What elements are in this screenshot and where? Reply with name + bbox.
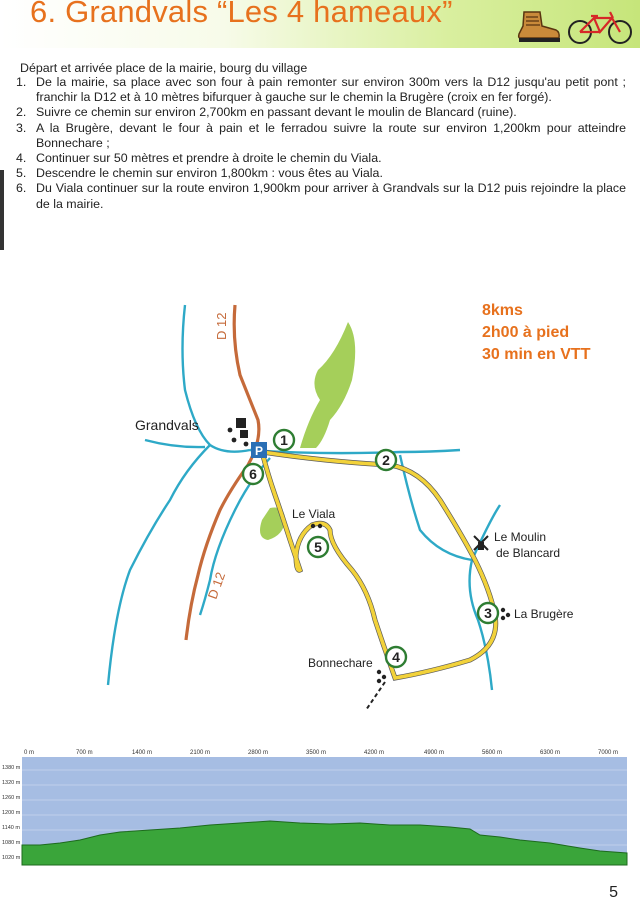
- profile-x-ticks: [24, 750, 618, 756]
- page-title: 6. Grandvals “Les 4 hameaux”: [30, 0, 453, 29]
- svg-text:3500 m: 3500 m: [306, 750, 327, 756]
- list-item: 3. A la Brugère, devant le four à pain et le ferradou suivre la route sur environ 1,200km pour atteindre Bonnechare ;: [16, 120, 626, 150]
- svg-text:6: 6: [249, 466, 257, 482]
- place-bonnechare: Bonnechare: [308, 656, 373, 670]
- header-banner: [0, 0, 640, 48]
- svg-text:1: 1: [280, 432, 288, 448]
- dashed-trail: [366, 682, 385, 710]
- page-number: 5: [609, 884, 618, 901]
- place-moulin-2: de Blancard: [496, 546, 561, 560]
- svg-text:1260 m: 1260 m: [2, 795, 21, 801]
- list-item: 4. Continuer sur 50 mètres et prendre à droite le chemin du Viala.: [16, 151, 382, 166]
- step-marker-5: [308, 537, 328, 557]
- svg-text:P: P: [255, 444, 264, 458]
- directions-list: [16, 75, 626, 212]
- list-item: 6. Du Viala continuer sur la route environ 1,900km pour arriver à Grandvals sur la D12 puis rejoindre la place de la mairie.: [16, 181, 626, 211]
- svg-text:2: 2: [382, 452, 390, 468]
- step-marker-4: [386, 647, 406, 667]
- road-label-top: D 12: [214, 312, 229, 340]
- step-marker-1: [274, 430, 294, 450]
- svg-text:1140 m: 1140 m: [2, 825, 20, 831]
- road-label-bottom: D 12: [204, 570, 229, 602]
- svg-text:3: 3: [484, 605, 492, 621]
- list-item: 1. De la mairie, sa place avec son four à pain remonter sur environ 300m vers la D12 jusqu'au petit pont ; franchir la D12 et à 10 mètres bifurquer à gauche sur le chemin la Brugère (croix en fer forgé).: [16, 75, 626, 105]
- svg-text:1400 m: 1400 m: [132, 750, 153, 756]
- svg-text:4: 4: [392, 649, 400, 665]
- svg-text:6300 m: 6300 m: [540, 750, 561, 756]
- place-viala: Le Viala: [292, 507, 336, 521]
- forest-area: [300, 322, 355, 448]
- step-marker-6: [243, 464, 263, 484]
- svg-text:0 m: 0 m: [24, 750, 35, 756]
- svg-text:4200 m: 4200 m: [364, 750, 385, 756]
- step-marker-3: [478, 603, 498, 623]
- left-edge-mark: [0, 170, 4, 250]
- route-stats: [482, 300, 590, 366]
- profile-y-ticks: [2, 765, 21, 861]
- svg-text:700 m: 700 m: [76, 750, 93, 756]
- svg-text:1320 m: 1320 m: [2, 780, 21, 786]
- svg-text:2100 m: 2100 m: [190, 750, 211, 756]
- stat-bike-time: 30 min en VTT: [482, 346, 591, 363]
- hiking-boot-icon: [514, 8, 562, 44]
- list-item: 2. Suivre ce chemin sur environ 2,700km en passant devant le moulin de Blancard (ruine).: [16, 105, 517, 120]
- bicycle-icon: [566, 6, 636, 46]
- stat-walk-time: 2h00 à pied: [482, 324, 570, 341]
- svg-text:4900 m: 4900 m: [424, 750, 445, 756]
- svg-text:5: 5: [314, 539, 322, 555]
- place-moulin-1: Le Moulin: [494, 530, 547, 544]
- place-brugere: La Brugère: [514, 607, 574, 621]
- svg-text:5600 m: 5600 m: [482, 750, 503, 756]
- svg-text:1380 m: 1380 m: [2, 765, 21, 771]
- place-grandvals: Grandvals: [135, 417, 199, 433]
- village-icon: [228, 418, 249, 446]
- list-item: 5. Descendre le chemin sur environ 1,800km : vous êtes au Viala.: [16, 166, 383, 181]
- svg-text:1200 m: 1200 m: [2, 810, 21, 816]
- intro-text: Départ et arrivée place de la mairie, bourg du village: [20, 61, 308, 75]
- svg-text:7000 m: 7000 m: [598, 750, 619, 756]
- svg-text:2800 m: 2800 m: [248, 750, 269, 756]
- svg-text:1080 m: 1080 m: [2, 840, 21, 846]
- stat-distance: 8kms: [482, 302, 523, 319]
- svg-text:1020 m: 1020 m: [2, 855, 21, 861]
- elevation-profile: [0, 745, 640, 875]
- step-marker-2: [376, 450, 396, 470]
